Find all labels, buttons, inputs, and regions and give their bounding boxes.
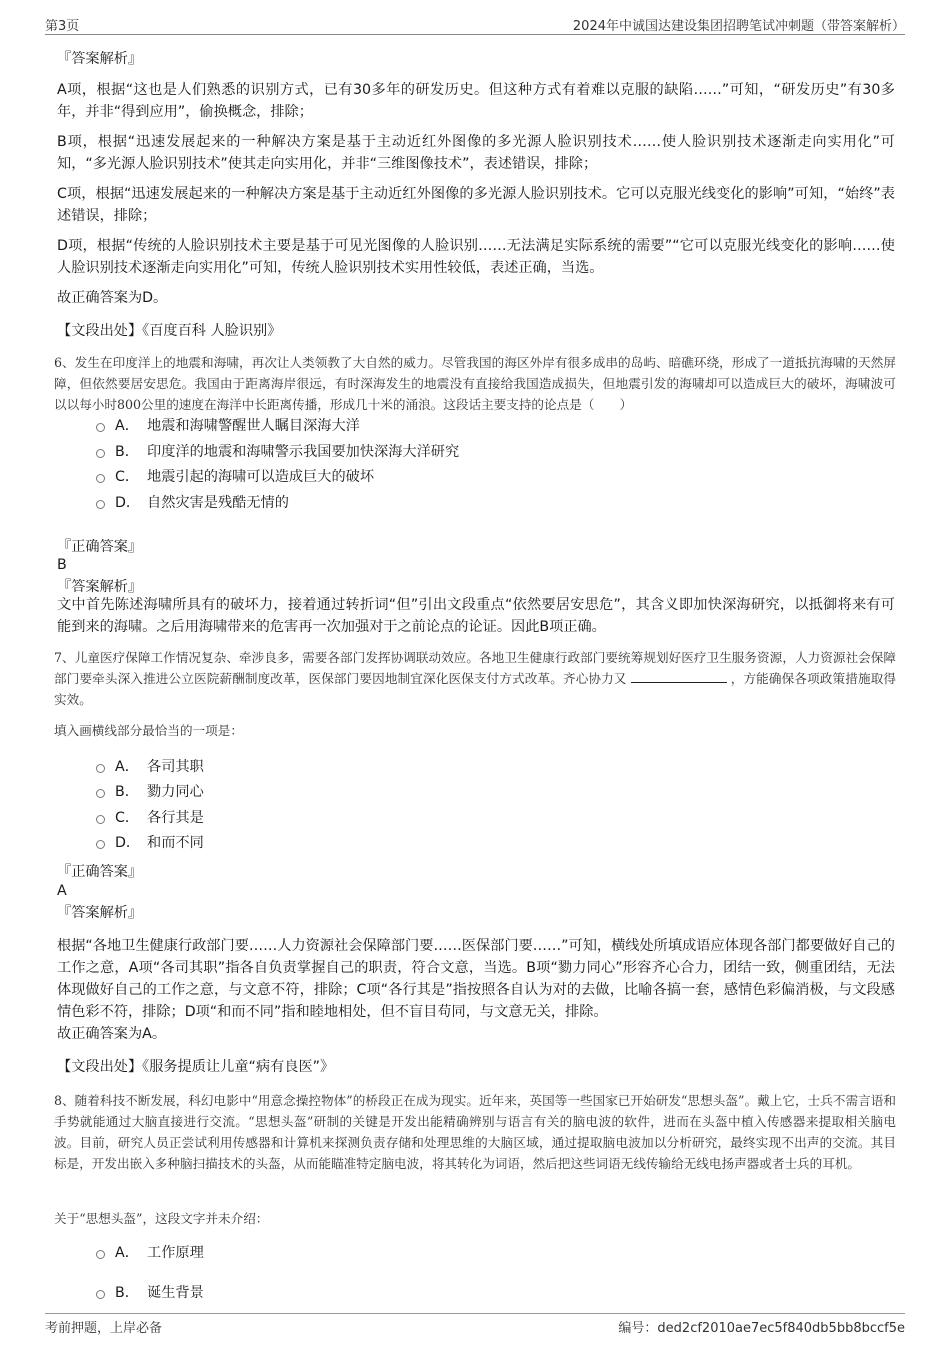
q5-explanation-c: C项，根据“迅速发展起来的一种解决方案是基于主动近红外图像的多光源人脸识别技术。它可以克服光线变化的影响”可知，“始终”表述错误，排除； (57, 186, 895, 224)
q6-explanation: 文中首先陈述海啸所具有的破坏力，接着通过转折词“但”引出文段重点“依然要居安思危”，其含义即加快深海研究，以抵御将来有可能到来的海啸。之后用海啸带来的危害再一次加强对于之前论点的论证。因此B项正确。 (57, 597, 895, 635)
document-title: 2024年中诚国达建设集团招聘笔试冲刺题（带答案解析） (572, 19, 905, 34)
q6-option-c[interactable] (96, 467, 374, 487)
option-text: 勠力同心 (147, 784, 204, 800)
radio-icon[interactable] (96, 449, 105, 458)
option-key: B． (115, 1285, 139, 1301)
q7-prompt: 填入画横线部分最恰当的一项是： (54, 723, 243, 738)
option-text: 各行其是 (147, 810, 204, 826)
radio-icon[interactable] (96, 815, 105, 824)
q6-option-a[interactable] (96, 416, 360, 436)
page-footer (45, 1313, 905, 1334)
q7-stem (54, 647, 896, 710)
q7-stem-after: ，方能确保各项政策措施取得实效。 (54, 671, 897, 707)
radio-icon[interactable] (96, 789, 105, 798)
option-text: 工作原理 (147, 1245, 204, 1261)
radio-icon[interactable] (96, 1250, 105, 1259)
option-key: A． (115, 418, 139, 434)
q6-answer: B (57, 557, 67, 573)
page-number: 第3页 (45, 19, 80, 34)
q8-option-a[interactable] (96, 1243, 204, 1263)
radio-icon[interactable] (96, 1290, 105, 1299)
q6-option-b[interactable] (96, 442, 459, 462)
option-key: D． (115, 835, 141, 851)
document-code (618, 1317, 905, 1336)
q7-stem-before: 7、儿童医疗保障工作情况复杂、牵涉良多，需要各部门发挥协调联动效应。各地卫生健康行政部门要统筹规划好医疗卫生服务资源，人力资源社会保障部门要牵头深入推进公立医院薪酬制度改革，医保部门要因地制宜深化医保支付方式改革。齐心协力又 (54, 650, 896, 686)
q8-prompt: 关于“思想头盔”，这段文字并未介绍： (54, 1211, 269, 1226)
q8-option-b[interactable] (96, 1283, 204, 1303)
q8-stem: 8、随着科技不断发展，科幻电影中“用意念操控物体”的桥段正在成为现实。近年来，英国等一些国家已开始研发“思想头盔”。戴上它，士兵不需言语和手势就能通过大脑直接进行交流。“思想头盔”研制的关键是开发出能精确辨别与语言有关的脑电波的软件，进而在头盔中植入传感器来提取相关脑电波。目前，研究人员正尝试利用传感器和计算机来探测负责存储和处理思维的大脑区域，通过提取脑电波加以分析研究，最终实现不出声的交流。其目标是，开发出嵌入多种脑扫描技术的头盔，从而能瞄准特定脑电波，将其转化为词语，然后把这些词语无线传输给无线电扬声器或者士兵的耳机。 (54, 1093, 896, 1171)
q6-answer-heading: 『正确答案』 (57, 539, 143, 555)
option-text: 自然灾害是残酷无情的 (147, 495, 289, 511)
q7-explanation-heading: 『答案解析』 (57, 905, 143, 921)
q7-option-b[interactable] (96, 782, 204, 802)
q5-explanation-heading: 『答案解析』 (57, 51, 143, 67)
radio-icon[interactable] (96, 423, 105, 432)
page-header (45, 12, 905, 35)
code-label: 编号： (618, 1321, 658, 1336)
code-value: ded2cf2010ae7ec5f840db5bb8bccf5e (657, 1321, 905, 1336)
q7-option-d[interactable] (96, 833, 204, 853)
q6-option-d[interactable] (96, 493, 289, 513)
option-key: C． (115, 810, 140, 826)
q6-stem: 6、发生在印度洋上的地震和海啸，再次让人类领教了大自然的威力。尽管我国的海区外岸有很多成串的岛屿、暗礁环绕，形成了一道抵抗海啸的天然屏障，但依然要居安思危。我国由于距离海岸很远，有时深海发生的地震没有直接给我国造成损失，但地震引发的海啸却可以造成巨大的破坏，海啸波可以以每小时800公里的速度在海洋中长距离传播，形成几十米的涌浪。这段话主要支持的论点是（ ） (54, 355, 896, 412)
radio-icon[interactable] (96, 500, 105, 509)
radio-icon[interactable] (96, 840, 105, 849)
option-text: 和而不同 (147, 835, 204, 851)
q5-explanation-a: A项，根据“这也是人们熟悉的识别方式，已有30多年的研发历史。但这种方式有着难以克服的缺陷……”可知，“研发历史”有30多年，并非“得到应用”，偷换概念，排除； (57, 82, 895, 120)
option-text: 各司其职 (147, 759, 204, 775)
option-key: D． (115, 495, 141, 511)
q7-conclusion: 故正确答案为A。 (57, 1026, 167, 1042)
radio-icon[interactable] (96, 764, 105, 773)
radio-icon[interactable] (96, 474, 105, 483)
q7-option-c[interactable] (96, 808, 204, 828)
q7-source: 【文段出处】《服务提质让儿童“病有良医”》 (57, 1059, 335, 1075)
option-key: B． (115, 784, 139, 800)
option-key: A． (115, 759, 139, 775)
option-text: 地震和海啸警醒世人瞩目深海大洋 (147, 418, 360, 434)
q5-explanation-b: B项，根据“迅速发展起来的一种解决方案是基于主动近红外图像的多光源人脸识别技术……使人脸识别技术逐渐走向实用化”可知，“多光源人脸识别技术”使其走向实用化，并非“三维图像技术”，表述错误，排除； (57, 134, 895, 172)
q7-answer: A (57, 883, 67, 899)
q7-explanation: 根据“各地卫生健康行政部门要……人力资源社会保障部门要……医保部门要……”可知，横线处所填成语应体现各部门都要做好自己的工作之意，A项“各司其职”指各自负责掌握自己的职责，符合文意，当选。B项“勠力同心”形容齐心合力，团结一致，侧重团结，无法体现做好自己的工作之意，与文意不符，排除；C项“各行其是”指按照各自认为对的去做，比喻各搞一套，感情色彩偏消极，与文段感情色彩不符，排除；D项“和而不同”指和睦地相处，但不盲目苟同，与文意无关，排除。 (57, 938, 895, 1020)
option-text: 诞生背景 (147, 1285, 204, 1301)
q5-source: 【文段出处】《百度百科 人脸识别》 (57, 323, 282, 339)
q7-answer-heading: 『正确答案』 (57, 864, 143, 880)
option-text: 印度洋的地震和海啸警示我国要加快深海大洋研究 (147, 444, 460, 460)
q5-conclusion: 故正确答案为D。 (57, 290, 168, 306)
fill-blank-line (631, 670, 727, 683)
option-key: A． (115, 1245, 139, 1261)
footer-slogan: 考前押题，上岸必备 (45, 1321, 163, 1336)
option-key: C． (115, 469, 140, 485)
q6-explanation-heading: 『答案解析』 (57, 579, 143, 595)
q5-explanation-d: D项，根据“传统的人脸识别技术主要是基于可见光图像的人脸识别……无法满足实际系统的需要”“它可以克服光线变化的影响……使人脸识别技术逐渐走向实用化”可知，传统人脸识别技术实用性较低，表述正确，当选。 (57, 238, 895, 276)
option-key: B． (115, 444, 139, 460)
option-text: 地震引起的海啸可以造成巨大的破坏 (147, 469, 375, 485)
q7-option-a[interactable] (96, 757, 204, 777)
